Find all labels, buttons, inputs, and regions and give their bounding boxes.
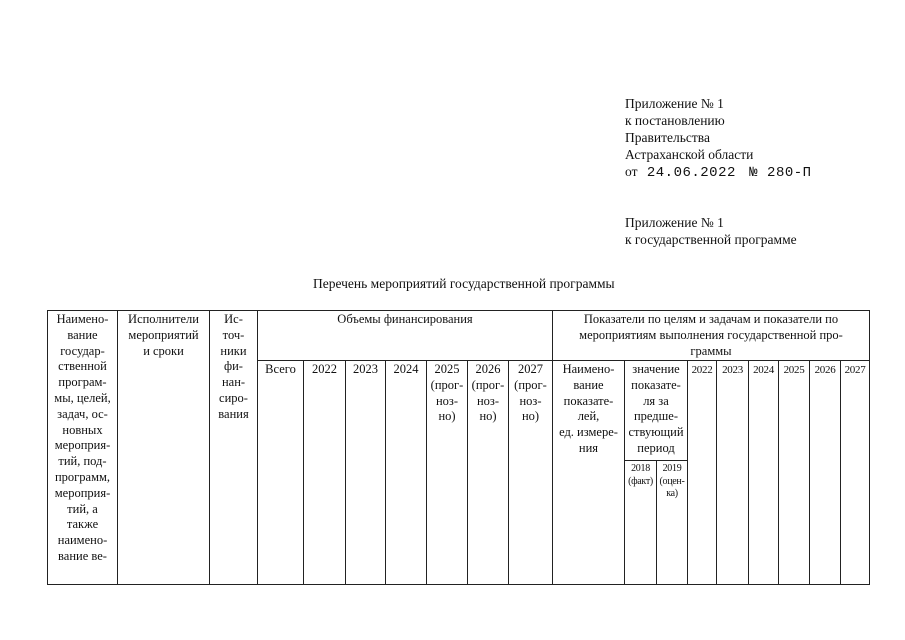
header-line: 2026	[475, 362, 501, 376]
col-divider	[687, 360, 688, 585]
header-line: 2019	[662, 463, 682, 474]
header-indicator-2022: 2022	[691, 364, 713, 376]
header-line: ники	[220, 343, 247, 358]
header-funding-volumes: Объемы финансирования	[337, 312, 473, 326]
appendix-line: Приложение № 1	[625, 215, 724, 230]
header-line: вание	[67, 327, 98, 342]
table-border-right	[869, 310, 870, 585]
header-indicator-2027: 2027	[844, 364, 866, 376]
header-line: 2018	[631, 463, 650, 474]
appendix-line: Приложение № 1	[625, 96, 724, 111]
header-line: также	[66, 517, 99, 532]
header-line: мы, целей,	[54, 390, 111, 405]
header-line: ля за	[643, 393, 669, 408]
header-line: тий, под-	[58, 454, 107, 469]
appendix-line: Астраханской области	[625, 147, 754, 162]
header-indicator-2025: 2025	[783, 364, 805, 376]
header-line: ноз-	[476, 393, 500, 408]
header-2018-fact	[625, 463, 656, 488]
header-line: нан-	[221, 375, 246, 390]
header-line: (прог-	[430, 377, 464, 392]
table-border-top	[47, 310, 870, 311]
header-funding-2027	[509, 362, 552, 425]
col-divider	[840, 360, 841, 585]
header-line: значение	[632, 362, 680, 376]
header-line: мероприятиям выполнения государственной про-	[579, 327, 843, 342]
header-line: (прог-	[514, 377, 547, 392]
indicators-subheader-line	[552, 360, 870, 361]
document-title: Перечень мероприятий государственной программы	[313, 276, 615, 291]
col-divider	[385, 360, 386, 585]
header-line: но)	[521, 409, 540, 424]
header-line: мероприя-	[54, 485, 111, 500]
header-indicator-name	[553, 362, 624, 457]
header-line: програм-	[58, 375, 107, 390]
header-line: предше-	[633, 409, 679, 424]
header-indicator-2024: 2024	[753, 364, 774, 376]
col-divider	[716, 360, 717, 585]
header-indicator-2026: 2026	[814, 364, 836, 376]
header-line: лей,	[577, 409, 600, 424]
header-2019-estimate	[657, 463, 687, 501]
header-line: (прог-	[471, 377, 505, 392]
header-line: 2027	[518, 362, 543, 376]
header-line: Показатели по целям и задачам и показатели по	[583, 312, 839, 326]
header-funding-2022: 2022	[312, 362, 337, 376]
header-line: мероприятий	[128, 327, 199, 342]
appendix-line: к государственной программе	[625, 232, 797, 247]
decree-date: 24.06.2022	[646, 165, 736, 181]
header-line: период	[637, 440, 675, 455]
col-divider	[748, 360, 749, 585]
header-line: граммы	[690, 343, 732, 358]
header-line: но)	[438, 409, 456, 424]
header-line: точ-	[222, 327, 245, 342]
header-indicator-2023: 2023	[722, 364, 743, 376]
appendix-line: Правительства	[625, 130, 710, 145]
header-line: показате-	[631, 377, 681, 392]
header-line: ноз-	[519, 393, 542, 408]
header-line: вание ве-	[58, 548, 107, 563]
header-line: но)	[479, 409, 497, 424]
decree-number: № 280-П	[749, 165, 812, 181]
header-line: Наимено-	[562, 362, 615, 376]
header-line: ственной	[58, 359, 107, 374]
header-line: Ис-	[224, 312, 243, 326]
header-line: показате-	[563, 393, 614, 408]
header-indicators	[553, 312, 869, 359]
header-funding-2024: 2024	[393, 362, 419, 376]
header-funding-2023: 2023	[353, 362, 378, 376]
header-line: Исполнители	[128, 312, 199, 326]
header-line: (оцен-	[659, 475, 685, 487]
header-line: государ-	[60, 343, 105, 358]
header-funding-sources	[210, 312, 257, 423]
header-line: наимено-	[57, 533, 108, 548]
header-line: сиро-	[219, 390, 248, 405]
header-line: мероприя-	[54, 438, 111, 453]
col-divider	[345, 360, 346, 585]
header-line: программ,	[54, 469, 111, 484]
appendix-line: к постановлению	[625, 113, 725, 128]
col-divider	[778, 360, 779, 585]
header-line: ствующий	[628, 425, 684, 440]
header-funding-2025	[427, 362, 467, 425]
header-line: Наимено-	[56, 312, 109, 326]
header-line: задач, ос-	[57, 406, 108, 421]
header-line: 2025	[434, 362, 460, 376]
header-line: ноз-	[435, 393, 459, 408]
header-line: ка)	[666, 488, 678, 499]
header-line: вания	[218, 406, 249, 421]
col-divider	[809, 360, 810, 585]
header-line: новных	[62, 422, 103, 437]
header-executors	[118, 312, 209, 359]
col-divider	[257, 310, 258, 585]
header-line: (факт)	[628, 475, 653, 487]
col-divider	[303, 360, 304, 585]
header-prev-period-value	[625, 362, 687, 457]
header-line: ния	[578, 440, 599, 455]
header-line: вание	[573, 377, 604, 392]
header-line: тий, а	[67, 501, 98, 516]
header-program-name	[48, 312, 117, 565]
header-total: Всего	[265, 362, 296, 376]
header-line: и сроки	[143, 343, 184, 358]
table-border-bottom	[47, 584, 870, 585]
header-line: ед. измере-	[559, 425, 618, 440]
header-funding-2026	[468, 362, 508, 425]
header-line: фи-	[224, 359, 243, 374]
date-prefix: от	[625, 164, 638, 179]
